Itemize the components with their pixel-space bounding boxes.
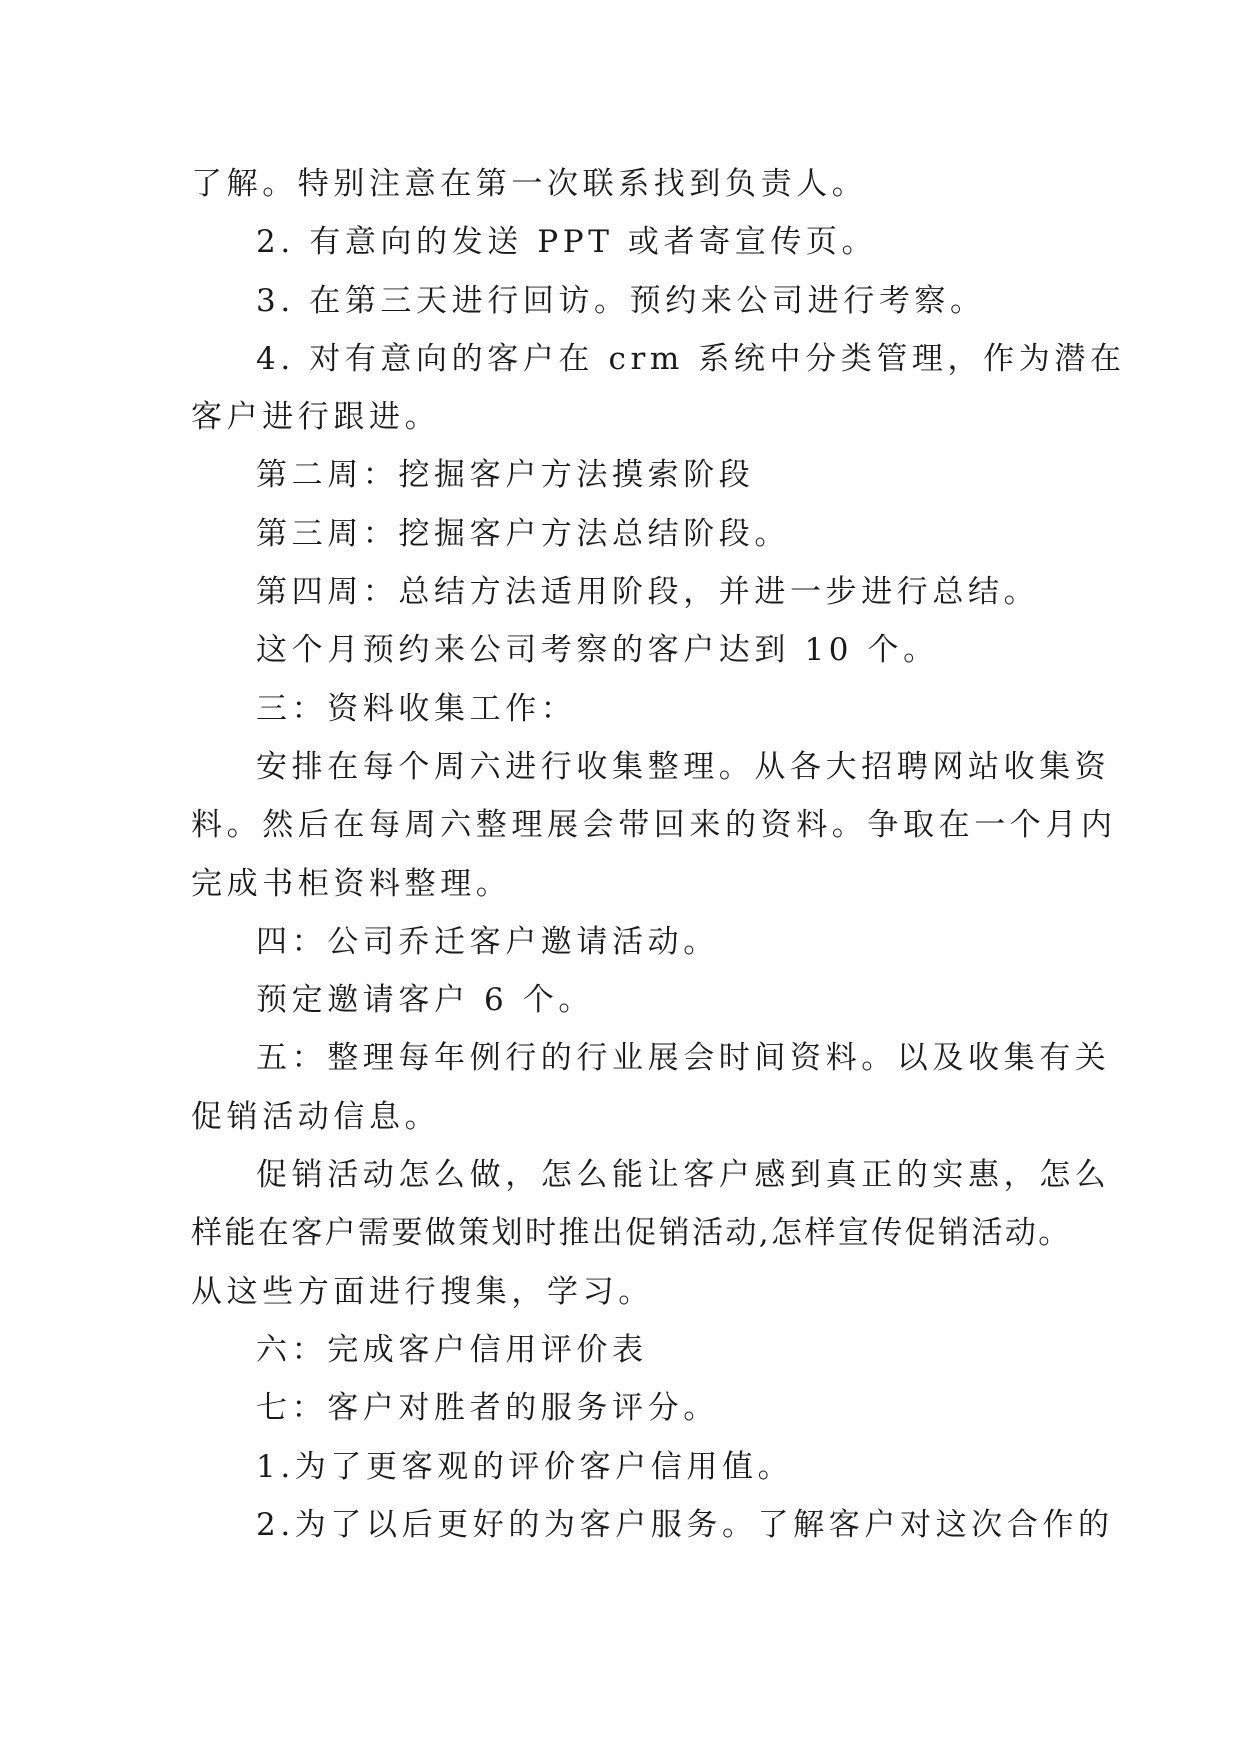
section-heading: 五：整理每年例行的行业展会时间资料。以及收集有关	[256, 1040, 1111, 1077]
text-line: 客户进行跟进。	[191, 399, 441, 436]
text-line: 第二周：挖掘客户方法摸索阶段	[256, 457, 755, 494]
text-line: 2. 有意向的发送 PPT 或者寄宣传页。	[256, 224, 878, 261]
text-line: 完成书柜资料整理。	[191, 865, 512, 902]
text-line: 1.为了更客观的评价客户信用值。	[256, 1448, 794, 1485]
section-heading: 六：完成客户信用评价表	[256, 1331, 648, 1368]
text-line: 样能在客户需要做策划时推出促销活动,怎样宣传促销活动。	[191, 1215, 1072, 1252]
text-line: 安排在每个周六进行收集整理。从各大招聘网站收集资	[256, 748, 1111, 785]
text-line: 4. 对有意向的客户在 crm 系统中分类管理，作为潜在	[256, 340, 1126, 377]
text-line: 料。然后在每周六整理展会带回来的资料。争取在一个月内	[191, 807, 1117, 844]
text-line: 从这些方面进行搜集，学习。	[191, 1273, 654, 1310]
section-heading: 七：客户对胜者的服务评分。	[256, 1390, 719, 1427]
section-heading: 四：公司乔迁客户邀请活动。	[256, 923, 719, 960]
section-heading: 三：资料收集工作：	[256, 690, 577, 727]
text-line: 了解。特别注意在第一次联系找到负责人。	[191, 166, 868, 202]
text-line: 促销活动怎么做，怎么能让客户感到真正的实惠，怎么	[256, 1157, 1111, 1194]
text-line: 第四周：总结方法适用阶段，并进一步进行总结。	[256, 574, 1040, 611]
text-line: 第三周：挖掘客户方法总结阶段。	[256, 515, 790, 552]
text-line: 预定邀请客户 6 个。	[256, 982, 595, 1019]
text-line: 促销活动信息。	[191, 1098, 441, 1135]
text-line: 这个月预约来公司考察的客户达到 10 个。	[256, 632, 939, 669]
text-line: 2.为了以后更好的为客户服务。了解客户对这次合作的	[256, 1506, 1114, 1543]
document-body	[191, 155, 1126, 1554]
text-line: 3. 在第三天进行回访。预约来公司进行考察。	[256, 282, 986, 319]
